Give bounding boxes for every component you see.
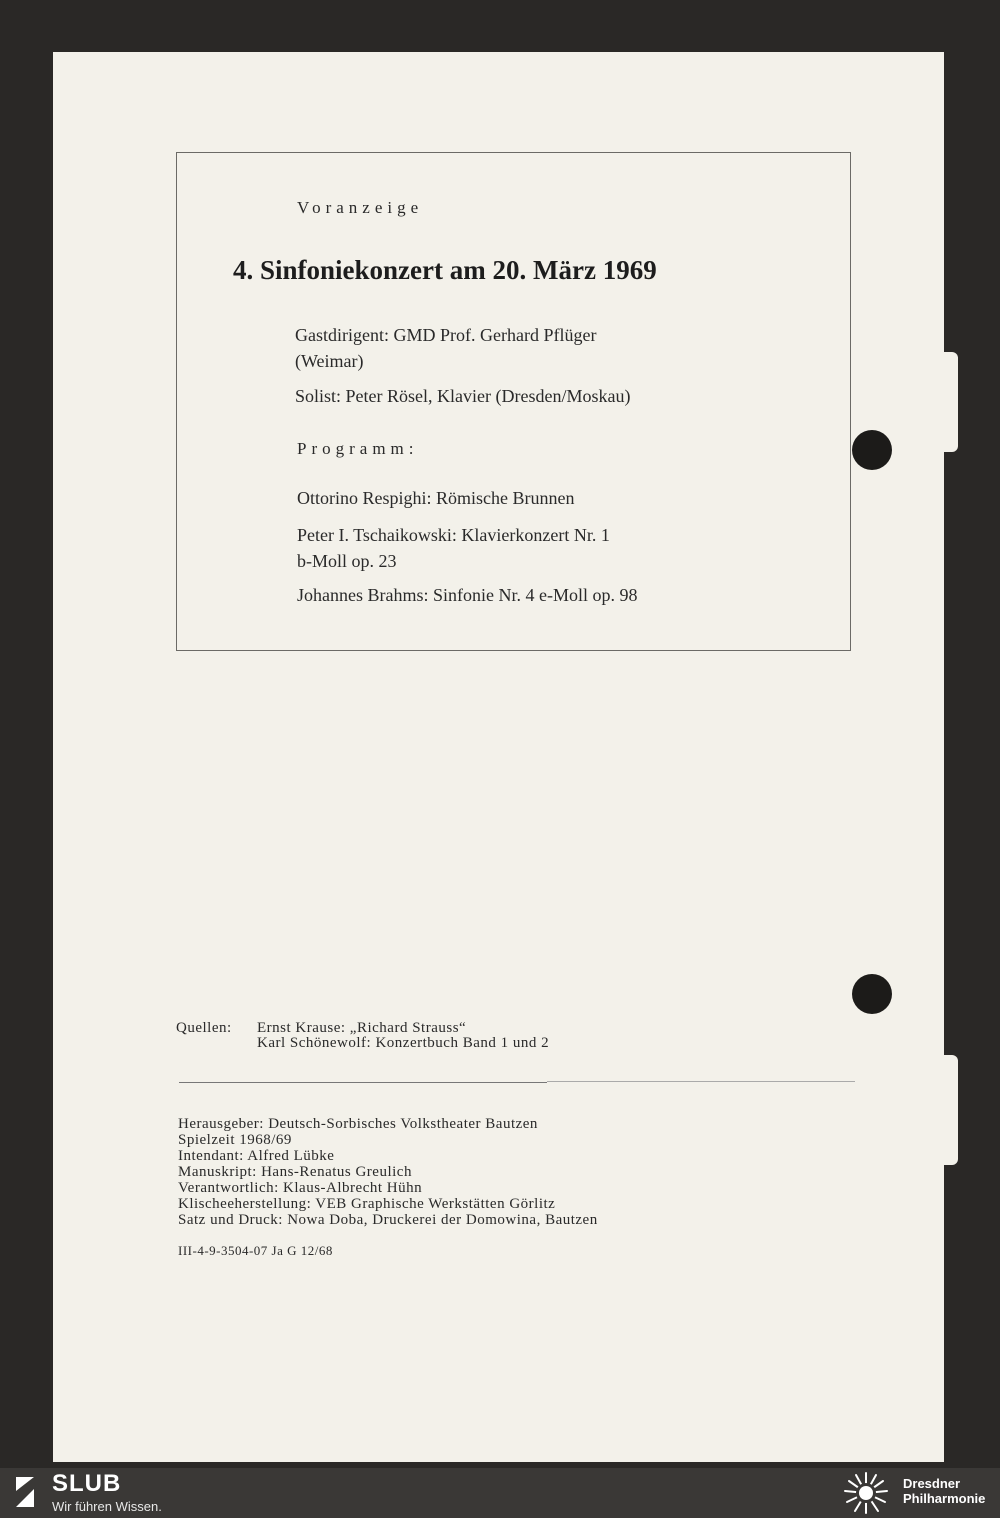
- announcement-heading: Voranzeige: [297, 198, 424, 217]
- conductor-line: Gastdirigent: GMD Prof. Gerhard Pflüger: [295, 325, 597, 345]
- punch-hole: [852, 974, 892, 1014]
- punch-hole: [852, 430, 892, 470]
- program-item: Johannes Brahms: Sinfonie Nr. 4 e-Moll op. 98: [297, 585, 638, 605]
- imprint-line: Verantwortlich: Klaus-Albrecht Hühn: [178, 1180, 423, 1196]
- slub-logo-icon: [12, 1475, 38, 1509]
- conductor-city: (Weimar): [295, 351, 364, 371]
- concert-title: 4. Sinfoniekonzert am 20. März 1969: [233, 255, 657, 285]
- program-item: Ottorino Respighi: Römische Brunnen: [297, 488, 575, 508]
- source-entry: Karl Schönewolf: Konzertbuch Band 1 und 2: [257, 1035, 550, 1051]
- imprint-line: Satz und Druck: Nowa Doba, Druckerei der Domowina, Bautzen: [178, 1212, 598, 1228]
- divider-rule: [547, 1081, 855, 1082]
- soloist-line: Solist: Peter Rösel, Klavier (Dresden/Moskau): [295, 386, 631, 406]
- divider-rule: [179, 1082, 547, 1083]
- sources-label: Quellen:: [176, 1020, 232, 1036]
- partner-name-line: Dresdner: [903, 1476, 961, 1491]
- program-item: Peter I. Tschaikowski: Klavierkonzert Nr. 1: [297, 525, 610, 545]
- partner-name: [903, 1476, 985, 1506]
- slub-name: SLUB: [52, 1470, 122, 1497]
- imprint-line: Spielzeit 1968/69: [178, 1132, 292, 1148]
- philharmonie-sunburst-icon: [842, 1471, 890, 1515]
- page-tab: [944, 352, 958, 452]
- source-entry: Ernst Krause: „Richard Strauss“: [257, 1020, 467, 1036]
- program-item-continued: b-Moll op. 23: [297, 551, 397, 571]
- imprint-line: Klischeeherstellung: VEB Graphische Werkstätten Görlitz: [178, 1196, 556, 1212]
- document-page: [53, 52, 944, 1462]
- partner-name-line: Philharmonie: [903, 1491, 986, 1506]
- program-heading: Programm:: [297, 439, 419, 458]
- imprint-line: Intendant: Alfred Lübke: [178, 1148, 335, 1164]
- imprint-line: Manuskript: Hans-Renatus Greulich: [178, 1164, 412, 1180]
- slub-tagline: Wir führen Wissen.: [52, 1499, 162, 1514]
- imprint-line: Herausgeber: Deutsch-Sorbisches Volkstheater Bautzen: [178, 1116, 538, 1132]
- announcement-box: [176, 152, 851, 651]
- page-tab: [944, 1055, 958, 1165]
- footer-bar: [0, 1468, 1000, 1518]
- print-code: III-4-9-3504-07 Ja G 12/68: [178, 1243, 333, 1258]
